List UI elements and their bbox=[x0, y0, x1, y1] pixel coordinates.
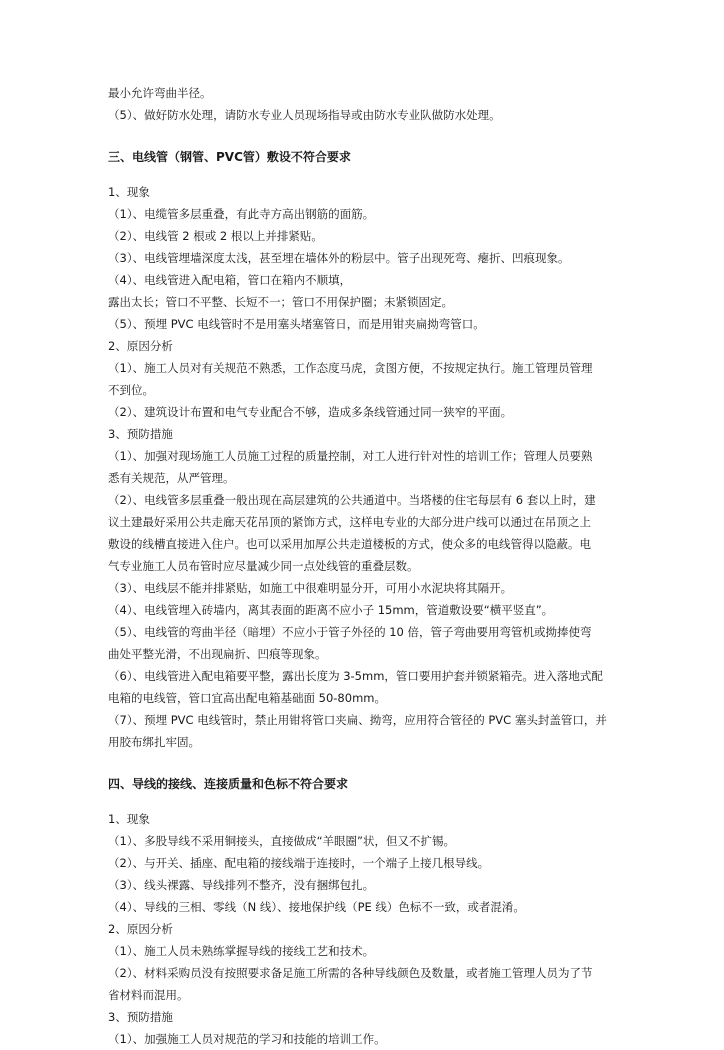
text-line: （2）、建筑设计布置和电气专业配合不够，造成多条线管通过同一狭窄的平面。 bbox=[108, 405, 513, 419]
subsection-title: 2、原因分析 bbox=[108, 922, 173, 936]
text-line: （4）、电线管进入配电箱，管口在箱内不顺填， bbox=[108, 273, 352, 287]
text-line: （1）、施工人员对有关规范不熟悉，工作态度马虎，贪图方便，不按规定执行。施工管理员管理 bbox=[108, 361, 593, 375]
section-heading-4: 四、导线的接线、连接质量和色标不符合要求 bbox=[108, 777, 349, 791]
text-line: 议土建最好采用公共走廊天花吊顶的紧饰方式，这样电专业的大部分进户线可以通过在吊顶之上 bbox=[108, 515, 591, 529]
text-line: （2）、与开关、插座、配电箱的接线端于连接时，一个端子上接几根导线。 bbox=[108, 856, 490, 870]
text-line: （7）、预埋 PVC 电线管时，禁止用钳将管口夹扁、拗弯，应用符合管径的 PVC 塞头封盖管口，并 bbox=[108, 713, 607, 727]
text-line: 不到位。 bbox=[108, 383, 154, 397]
subsection-title: 1、现象 bbox=[108, 812, 150, 826]
text-line: （4）、导线的三相、零线（N 线）、接地保护线（PE 线）色标不一致，或者混淆。 bbox=[108, 900, 525, 914]
text-line: （2）、电线管 2 根或 2 根以上并排紧贴。 bbox=[108, 229, 323, 243]
text-line: 曲处平整光滑，不出现扁折、凹痕等现象。 bbox=[108, 647, 327, 661]
section-heading-3: 三、电线管（钢管、PVC管）敷设不符合要求 bbox=[108, 150, 351, 164]
text-line: 电箱的电线管，管口宜高出配电箱基础面 50-80mm。 bbox=[108, 691, 386, 705]
text-line: （3）、线头裸露、导线排列不整齐，没有捆绑包扎。 bbox=[108, 878, 375, 892]
text-line: （1）、加强对现场施工人员施工过程的质量控制，对工人进行针对性的培训工作；管理人员要熟 bbox=[108, 449, 593, 463]
text-line: 敷设的线槽直接进入住户。也可以采用加厚公共走道楼板的方式，使众多的电线管得以隐蔽。电 bbox=[108, 537, 591, 551]
text-line: （2）、材料采购员没有按照要求备足施工所需的各种导线颜色及数量，或者施工管理人员为了节 bbox=[108, 966, 593, 980]
text-line: 悉有关规范，从严管理。 bbox=[108, 471, 235, 485]
text-line: （1）、加强施工人员对规范的学习和技能的培训工作。 bbox=[108, 1032, 386, 1046]
subsection-title: 2、原因分析 bbox=[108, 339, 173, 353]
text-line: （3）、电线层不能并排紧贴，如施工中很难明显分开，可用小水泥块将其隔开。 bbox=[108, 581, 513, 595]
text-line: （1）、多股导线不采用铜接头，直接做成“羊眼圈”状，但又不扩锡。 bbox=[108, 834, 455, 848]
document-page bbox=[108, 82, 648, 1050]
text-line: （2）、电线管多层重叠一般出现在高层建筑的公共通道中。当塔楼的住宅每层有 6 套以上时，建 bbox=[108, 493, 596, 507]
text-line: （1）、电缆管多层重叠，有此寺方高出钢筋的面筋。 bbox=[108, 207, 375, 221]
text-line: （4）、电线管埋入砖墙内，离其表面的距离不应小子 15mm，管道敷设要“横平竖直”。 bbox=[108, 603, 554, 617]
text-line: 气专业施工人员布管时应尽量减少同一点处线管的重叠层数。 bbox=[108, 559, 419, 573]
text-line: 露出太长；管口不平整、长短不一；管口不用保护圈；未紧锁固定。 bbox=[108, 295, 453, 309]
subsection-title: 1、现象 bbox=[108, 185, 150, 199]
text-line: （5）、做好防水处理，请防水专业人员现场指导或由防水专业队做防水处理。 bbox=[108, 108, 501, 122]
text-line: 用胶布绑扎牢固。 bbox=[108, 735, 200, 749]
text-line: 省材料而混用。 bbox=[108, 988, 189, 1002]
subsection-title: 3、预防措施 bbox=[108, 1010, 173, 1024]
subsection-title: 3、预防措施 bbox=[108, 427, 173, 441]
text-line: （5）、预埋 PVC 电线管时不是用塞头堵塞管日，而是用钳夹扁拗弯管口。 bbox=[108, 317, 485, 331]
text-line: （6）、电线管进入配电箱要平整，露出长度为 3-5mm，管口要用护套并锁紧箱壳。进入落地式配 bbox=[108, 669, 603, 683]
text-line: 最小允许弯曲半径。 bbox=[108, 86, 212, 100]
text-line: （3）、电线管埋墙深度太浅，甚至埋在墙体外的粉层中。管子出现死弯、瘪折、凹痕现象。 bbox=[108, 251, 570, 265]
text-line: （1）、施工人员未熟练掌握导线的接线工艺和技术。 bbox=[108, 944, 375, 958]
text-line: （5）、电线管的弯曲半径（暗埋）不应小于管子外径的 10 倍，管子弯曲要用弯管机或拗捧使弯 bbox=[108, 625, 592, 639]
